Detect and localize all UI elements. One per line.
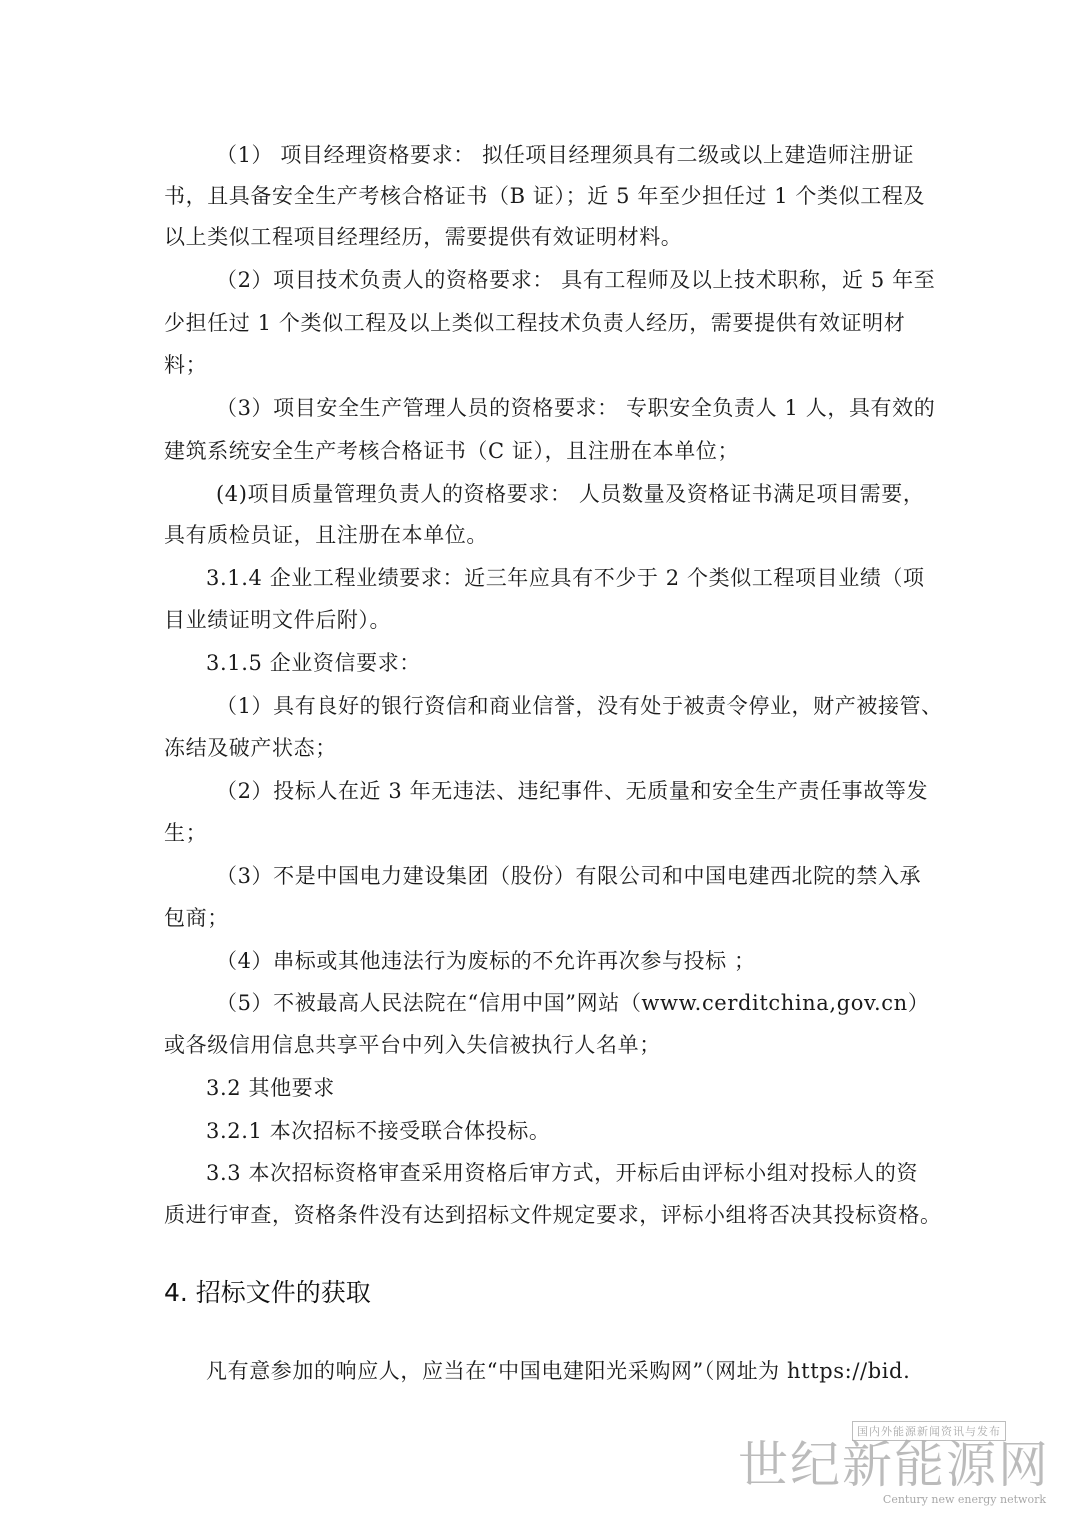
paragraph-14-line-2: 质进行审查，资格条件没有达到招标文件规定要求，评标小组将否决其投标资格。 <box>164 1203 942 1227</box>
paragraph-8-line-1: （2）投标人在近 3 年无违法、违纪事件、无质量和安全生产责任事故等发 <box>216 779 929 803</box>
paragraph-12-line-1: 3.2 其他要求 <box>206 1076 335 1100</box>
watermark-english-name: Century new energy network <box>882 1493 1046 1506</box>
paragraph-4-line-2: 具有质检员证，且注册在本单位。 <box>164 523 488 547</box>
paragraph-3-line-1: （3）项目安全生产管理人员的资格要求： 专职安全负责人 1 人，具有效的 <box>216 396 936 420</box>
paragraph-2-line-1: （2）项目技术负责人的资格要求： 具有工程师及以上技术职称，近 5 年至 <box>216 268 936 292</box>
paragraph-11-line-1: （5）不被最高人民法院在“信用中国”网站（www.cerditchina,gov.cn） <box>216 991 930 1015</box>
paragraph-4-line-1: (4)项目质量管理负责人的资格要求： 人员数量及资格证书满足项目需要， <box>216 482 925 506</box>
paragraph-10-line-1: （4）串标或其他违法行为废标的不允许再次参与投标 ； <box>216 949 756 973</box>
paragraph-9-line-2: 包商； <box>164 906 229 930</box>
paragraph-1-line-3: 以上类似工程项目经理经历，需要提供有效证明材料。 <box>164 225 683 249</box>
paragraph-7-line-2: 冻结及破产状态； <box>164 736 337 760</box>
paragraph-1-line-1: （1） 项目经理资格要求： 拟任项目经理须具有二级或以上建造师注册证 <box>216 143 915 167</box>
final-paragraph-line-1: 凡有意参加的响应人，应当在“中国电建阳光采购网”（网址为 https://bid. <box>206 1359 911 1383</box>
paragraph-13-line-1: 3.2.1 本次招标不接受联合体投标。 <box>206 1119 551 1143</box>
paragraph-14-line-1: 3.3 本次招标资格审查采用资格后审方式，开标后由评标小组对投标人的资 <box>206 1161 919 1185</box>
section-heading: 4. 招标文件的获取 <box>164 1278 371 1307</box>
paragraph-11-line-2: 或各级信用信息共享平台中列入失信被执行人名单； <box>164 1033 661 1057</box>
paragraph-2-line-3: 料； <box>164 353 208 377</box>
paragraph-8-line-2: 生； <box>164 821 208 845</box>
paragraph-5-line-2: 目业绩证明文件后附）。 <box>164 608 392 632</box>
paragraph-7-line-1: （1）具有良好的银行资信和商业信誉，没有处于被责令停业，财产被接管、 <box>216 694 943 718</box>
paragraph-9-line-1: （3）不是中国电力建设集团（股份）有限公司和中国电建西北院的禁入承 <box>216 864 922 888</box>
watermark-tagline-box: 国内外能源新闻资讯与发布 <box>852 1421 1006 1441</box>
watermark-site-name: 世纪新能源网 <box>738 1436 1050 1494</box>
paragraph-2-line-2: 少担任过 1 个类似工程及以上类似工程技术负责人经历，需要提供有效证明材 <box>164 311 906 335</box>
paragraph-3-line-2: 建筑系统安全生产考核合格证书（C 证），且注册在本单位； <box>164 439 740 463</box>
paragraph-1-line-2: 书，且具备安全生产考核合格证书（B 证）；近 5 年至少担任过 1 个类似工程及 <box>164 184 926 208</box>
paragraph-5-line-1: 3.1.4 企业工程业绩要求：近三年应具有不少于 2 个类似工程项目业绩（项 <box>206 566 925 590</box>
paragraph-6-line-1: 3.1.5 企业资信要求： <box>206 651 421 675</box>
watermark-logo <box>738 1421 1050 1513</box>
